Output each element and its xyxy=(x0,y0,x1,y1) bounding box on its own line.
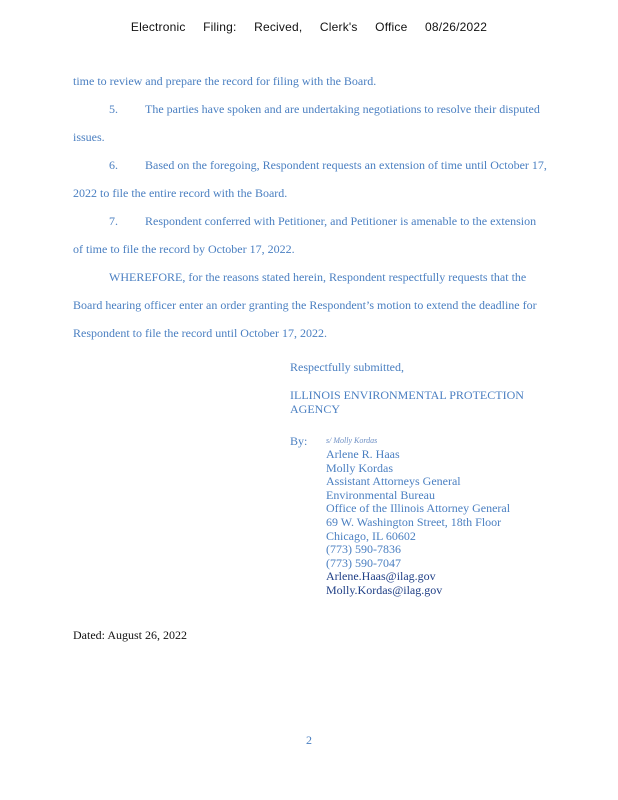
contact-line: Environmental Bureau xyxy=(326,487,435,502)
body-line xyxy=(73,319,593,347)
signature-block xyxy=(290,360,524,597)
header-part: 08/26/2022 xyxy=(425,20,488,34)
header-part: Recived, xyxy=(254,20,303,34)
attorney-contact xyxy=(326,448,510,598)
contact-line: Office of the Illinois Attorney General xyxy=(326,501,511,516)
page-number: 2 xyxy=(306,733,312,747)
email-link[interactable]: Molly.Kordas@ilag.gov xyxy=(326,582,443,597)
paragraph-number: 7. xyxy=(109,214,118,228)
header-part: Electronic xyxy=(130,20,186,34)
line-text: time to review and prepare the record for filing with the Board. xyxy=(73,74,377,88)
body-line xyxy=(73,263,593,291)
line-text: issues. xyxy=(73,130,105,144)
agency-name-cont: AGENCY xyxy=(290,402,340,416)
email-link[interactable]: Arlene.Haas@ilag.gov xyxy=(326,569,436,584)
body-line xyxy=(73,179,593,207)
body-line xyxy=(73,207,593,235)
body-line xyxy=(73,67,593,95)
line-text: of time to file the record by October 17, 2022. xyxy=(73,242,295,256)
body-line xyxy=(73,235,593,263)
line-text: Based on the foregoing, Respondent requests an extension of time until October 17, xyxy=(145,158,547,172)
contact-line: Chicago, IL 60602 xyxy=(326,528,416,543)
body-line xyxy=(73,95,593,123)
body-line xyxy=(73,151,593,179)
motion-body xyxy=(73,67,593,347)
line-text: WHEREFORE, for the reasons stated herein, Respondent respectfully requests that the xyxy=(109,270,527,284)
contact-line: (773) 590-7047 xyxy=(326,555,401,570)
header-part: Clerk's xyxy=(319,20,358,34)
agency-name: ILLINOIS ENVIRONMENTAL PROTECTION xyxy=(290,388,524,402)
contact-line: (773) 590-7836 xyxy=(326,542,401,557)
line-text: Respondent to file the record until October 17, 2022. xyxy=(73,326,327,340)
by-label: By: xyxy=(290,434,308,448)
line-text: Respondent conferred with Petitioner, and Petitioner is amenable to the extension xyxy=(145,214,537,228)
line-text: Board hearing officer enter an order granting the Respondent’s motion to extend the deadline for xyxy=(73,298,537,312)
body-line xyxy=(73,123,593,151)
electronic-signature: s/ Molly Kordas xyxy=(326,436,378,445)
header-part: Office xyxy=(375,20,408,34)
contact-line: Assistant Attorneys General xyxy=(326,474,461,489)
date-line: Dated: August 26, 2022 xyxy=(73,628,187,642)
line-text: The parties have spoken and are undertaking negotiations to resolve their disputed xyxy=(145,102,540,116)
paragraph-number: 6. xyxy=(109,158,118,172)
contact-line: Arlene R. Haas xyxy=(326,447,400,461)
contact-line: 69 W. Washington Street, 18th Floor xyxy=(326,514,502,529)
paragraph-number: 5. xyxy=(109,102,118,116)
closing: Respectfully submitted, xyxy=(290,360,404,374)
line-text: 2022 to file the entire record with the Board. xyxy=(73,186,288,200)
efiling-header xyxy=(0,20,618,34)
body-line xyxy=(73,291,593,319)
header-part: Filing: xyxy=(203,20,237,34)
contact-line: Molly Kordas xyxy=(326,460,393,475)
